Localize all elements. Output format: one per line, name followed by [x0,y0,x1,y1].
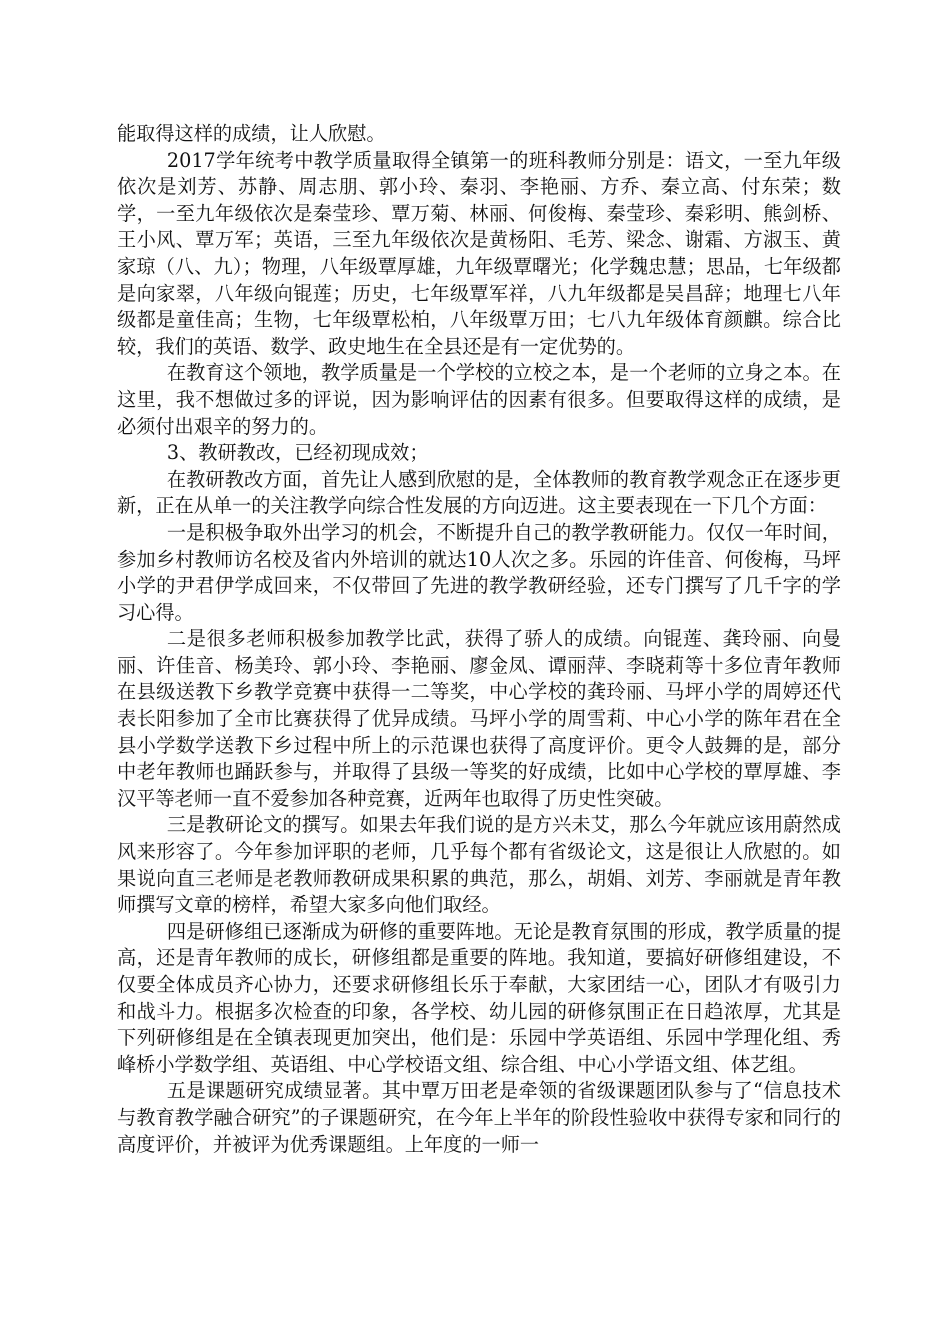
paragraph-teaching-quality: 在教育这个领地，教学质量是一个学校的立校之本，是一个老师的立身之本。在这里，我不想做过多的评说，因为影响评估的因素有很多。但要取得这样的成绩，是必须付出艰辛的努力的。 [117,361,841,438]
section-heading-research-reform: 3、教研教改，已经初现成效； [166,441,429,465]
paragraph-point-one: 一是积极争取外出学习的机会，不断提升自己的教学教研能力。仅仅一年时间，参加乡村教师访名校及省内外培训的就达10人次之多。乐园的许佳音、何俊梅，马坪小学的尹君伊学成回来，不仅带回了先进的教学教研经验，还专门撰写了几千字的学习心得。 [117,520,841,624]
paragraph-point-three: 三是教研论文的撰写。如果去年我们说的是方兴未艾，那么今年就应该用蔚然成风来形容了。今年参加评职的老师，几乎每个都有省级论文，这是很让人欣慰的。如果说向直三老师是老教师教研成果积累的典范，那么，胡娟、刘芳、李丽就是青年教师撰写文章的榜样，希望大家多向他们取经。 [117,813,841,917]
paragraph-continuation: 能取得这样的成绩，让人欣慰。 [117,122,386,145]
paragraph-point-four: 四是研修组已逐渐成为研修的重要阵地。无论是教育氛围的形成，教学质量的提高，还是青年教师的成长，研修组都是重要的阵地。我知道，要搞好研修组建设，不仅要全体成员齐心协力，还要求研修组长乐于奉献，大家团结一心，团队才有吸引力和战斗力。根据多次检查的印象，各学校、幼儿园的研修氛围正在日趋浓厚，尤其是下列研修组是在全镇表现更加突出，他们是：乐园中学英语组、乐园中学理化组、秀峰桥小学数学组、英语组、中心学校语文组、综合组、中心小学语文组、体艺组。 [117,919,841,1076]
document-body [117,121,841,1158]
paragraph-research-intro: 在教研教改方面，首先让人感到欣慰的是，全体教师的教育教学观念正在逐步更新，正在从单一的关注教学向综合性发展的方向迈进。这主要表现在一下几个方面： [117,467,841,518]
paragraph-point-five: 五是课题研究成绩显著。其中覃万田老是牵领的省级课题团队参与了“信息技术与教育教学融合研究”的子课题研究，在今年上半年的阶段性验收中获得专家和同行的高度评价，并被评为优秀课题组。上年度的一师一 [117,1079,841,1156]
paragraph-point-two: 二是很多老师积极参加教学比武，获得了骄人的成绩。向锟莲、龚玲丽、向曼丽、许佳音、杨美玲、郭小玲、李艳丽、廖金凤、谭丽萍、李晓莉等十多位青年教师在县级送教下乡教学竞赛中获得一二等奖，中心学校的龚玲丽、马坪小学的周婷还代表长阳参加了全市比赛获得了优异成绩。马坪小学的周雪莉、中心小学的陈年君在全县小学数学送教下乡过程中所上的示范课也获得了高度评价。更令人鼓舞的是，部分中老年教师也踊跃参与，并取得了县级一等奖的好成绩，比如中心学校的覃厚雄、李汉平等老师一直不爱参加各种竞赛，近两年也取得了历史性突破。 [117,627,841,810]
paragraph-teacher-list: 2017学年统考中教学质量取得全镇第一的班科教师分别是：语文，一至九年级依次是刘芳、苏静、周志朋、郭小玲、秦羽、李艳丽、方乔、秦立高、付东荣；数学，一至九年级依次是秦莹珍、覃万菊、林丽、何俊梅、秦莹珍、秦彩明、熊剑桥、王小风、覃万军；英语，三至九年级依次是黄杨阳、毛芳、梁念、谢霜、方淑玉、黄家琼（八、九）；物理，八年级覃厚雄，九年级覃曙光；化学魏忠慧；思品，七年级都是向家翠，八年级向锟莲；历史，七年级覃军祥，八九年级都是吴昌辞；地理七八年级都是童佳高；生物，七年级覃松柏，八年级覃万田；七八九年级体育颜麒。综合比较，我们的英语、数学、政史地生在全县还是有一定优势的。 [117,148,841,358]
